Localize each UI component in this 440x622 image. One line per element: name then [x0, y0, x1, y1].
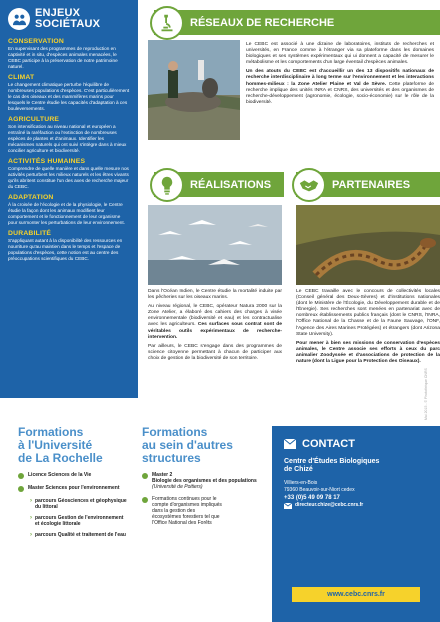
- partenaires-paragraph-2: Pour mener à bien ses missions de conservation d'espèces animales, le Centre associe ses efforts à ceux du parc animalier Zoodyssée et d'associations de protection de la nature (dont la Ligue pour la Protection des Oiseaux).: [296, 340, 440, 365]
- section-text: Son intensification au niveau national et européen a entraîné la raréfaction ou l'extinction de nombreuses espèces de plantes et d'animaux. Identifier les mécanismes naturels qui ont suivi s'intègre dans à mieux concilier agriculture et biodiversité.: [8, 124, 127, 153]
- realisations-paragraph-1: Dans l'Océan Indien, le Centre étudie la mortalité induite par les pêcheries sur les oiseaux marins.: [148, 289, 282, 301]
- enjeux-header: [8, 8, 130, 30]
- email-icon: [284, 503, 292, 509]
- section-text: À la croisée de l'écologie et de la physiologie, le Centre étudie la façon dont les animaux modifient leur comportement et le fonctionnement de leur organisme pour surmonter les perturbations de leur environnement.: [8, 202, 125, 225]
- contact-address-2: 79360 Beauvoir-sur-Niort cedex: [284, 487, 355, 493]
- reseaux-text: [246, 42, 434, 109]
- section-title: CONSERVATION: [8, 38, 65, 45]
- section-text: En supervisant des programmes de reproduction en captivité et in situ, d'espèces animales menacées, le CEBC participe à la préservation de notre patrimoine naturel.: [8, 46, 118, 69]
- realisations-paragraph-3: Par ailleurs, le CEBC s'engage dans des programmes de science citoyenne permettant à chacun de participer aux choix de gestion de la biodiversité de son territoire.: [148, 343, 282, 361]
- contact-org: Centre d'Études Biologiques de Chizé: [284, 458, 380, 473]
- reseaux-paragraph-1: Le CEBC est associé à une dizaine de laboratoires, instituts de recherches et universités, en France comme à l'étranger via sa plateforme dans les domaines biologiques et ses systèmes expérimentaux qui ui donnent a capacité de mesurer le métabolisme et les comportements d'un large éventail d'espèces animales.: [246, 42, 434, 66]
- contact-email-row[interactable]: [284, 502, 428, 509]
- lightbulb-icon: [150, 168, 184, 202]
- section-title: DURABILITÉ: [8, 230, 52, 237]
- section-title: AGRICULTURE: [8, 116, 60, 123]
- formations-autres-heading: Formations au sein d'autres structures: [142, 425, 233, 465]
- arrow-icon: ›: [30, 515, 32, 521]
- bullet-icon: [18, 486, 24, 492]
- section-climat: [8, 74, 130, 112]
- section-text: S'appliquant autant à la disponibilité des ressources en nourriture qu'au maintien dans le temps et l'espace de populations d'espèces, cette notion est au centre des préoccupations scientifiques du CEBC.: [8, 238, 123, 261]
- partenaires-title: PARTENAIRES: [332, 178, 411, 191]
- handshake-icon: [292, 168, 326, 202]
- microscope-icon: [150, 6, 184, 40]
- list-item: Master 2 Biologie des organismes et des populations (Université de Poitiers): [142, 472, 262, 490]
- list-subitem: › parcours Géosciences et géophysique du littoral: [30, 498, 127, 510]
- section-title: CLIMAT: [8, 74, 35, 81]
- partenaires-paragraph-1: Le CEBC travaille avec le concours de collectivités locales (Conseil général des Deux-Sèvres) et d'institutions nationales (dont le Ministère de l'Écologie, du Développement durable et de l'Énergie). Ses recherches sont menées en partenariat avec de nombreux établissements publics français (dont le CNRS, l'INRA, l'Office National de la Chasse et de la Faune Sauvage, l'ONF, l'Agence des Aires Marines Protégées) et étrangers (dont Arizona State University).: [296, 289, 440, 337]
- section-durabilite: [8, 230, 130, 262]
- list-subitem: › parcours Qualité et traitement de l'eau: [30, 532, 126, 538]
- list-subitem: › parcours Gestion de l'environnement et écologie littorale: [30, 515, 124, 527]
- formations-autres-list: [142, 472, 262, 532]
- formations-universite-heading: Formations à l'Université de La Rochelle: [18, 425, 103, 465]
- realisations-paragraph-2: Au niveau régional, le CEBC, opérateur Natura 2000 sur la Zone Atelier, a élaboré des cahiers des charges à visée environnementale (biodiversité et eau) et les contractualise avec les agriculteurs. Ces surfaces sous contrat sont de véritables outils expérimentaux de recherche-intervention.: [148, 304, 283, 340]
- enjeux-societaux-panel: [0, 0, 138, 398]
- section-activites-humaines: [8, 158, 130, 190]
- list-item: Licence Sciences de la Vie: [18, 472, 128, 479]
- bullet-icon: [142, 497, 148, 503]
- contact-header: CONTACT: [284, 438, 428, 450]
- contact-phone[interactable]: +33 (0)5 49 09 78 17: [284, 495, 340, 501]
- section-agriculture: [8, 116, 130, 154]
- vertical-credit: Mai 2015 - © Photothèque CNRS: [424, 368, 428, 420]
- section-conservation: [8, 38, 130, 70]
- reseaux-banner: [154, 10, 440, 35]
- section-text: Le changement climatique perturbe l'équilibre de nombreuses populations d'espèces. C'est particulièrement le cas des oiseaux et des mammifères marins pour lesquels le Centre étudie les capacités d'adaptation à ces bouleversements.: [8, 82, 130, 111]
- bullet-icon: [18, 473, 24, 479]
- bullet-icon: [142, 473, 148, 479]
- seabirds-photo: [148, 205, 282, 285]
- viper-photo: [296, 205, 440, 285]
- section-title: ADAPTATION: [8, 194, 54, 201]
- reseaux-title: RÉSEAUX DE RECHERCHE: [190, 16, 335, 29]
- website-link[interactable]: www.cebc.cnrs.fr: [292, 587, 420, 602]
- list-item: Master Sciences pour l'environnement: [18, 485, 128, 492]
- envelope-icon: [284, 439, 296, 449]
- partenaires-banner: [296, 172, 440, 197]
- partenaires-text: [296, 289, 440, 368]
- arrow-icon: ›: [30, 532, 32, 538]
- section-text: Comprendre de quelle manière et dans quelle mesure nos activités perturbent les milieux naturels et les êtres vivants qu'ils abritent constitue l'un des axes de recherche majeur du CEBC.: [8, 166, 129, 189]
- realisations-banner: [154, 172, 284, 197]
- reseaux-paragraph-2: Un des atouts du CEBC est d'accueillir un des 13 dispositifs nationaux de recherche interdisciplinaire à long terme sur l'environnement et les interactions hommes-milieux : la Zone Atelier Plaine et Val de Sèvre. Cette plateforme de recherche implique des unités INRA et CNRS, des universités et des organismes de recherche-développement (agronomie, écologie, socio-économie) sur le rôle de la biodiversité.: [246, 69, 435, 105]
- formations-universite-list: [18, 472, 128, 543]
- enjeux-title: ENJEUX SOCIÉTAUX: [35, 7, 101, 30]
- contact-address-1: Villiers-en-Bois: [284, 480, 318, 486]
- list-item: Formations continues pour le compte d'organismes impliqués dans la gestion des écosystèmes forestiers tel que l'Office National des Forêts: [142, 496, 262, 526]
- contact-email[interactable]: directeur.chize@cebc.cnrs.fr: [295, 502, 364, 508]
- seal-researcher-photo: [148, 40, 240, 140]
- realisations-title: RÉALISATIONS: [190, 178, 272, 191]
- section-adaptation: [8, 194, 130, 226]
- people-icon: [8, 8, 30, 30]
- realisations-text: [148, 289, 282, 365]
- arrow-icon: ›: [30, 498, 32, 504]
- section-title: ACTIVITÉS HUMAINES: [8, 158, 86, 165]
